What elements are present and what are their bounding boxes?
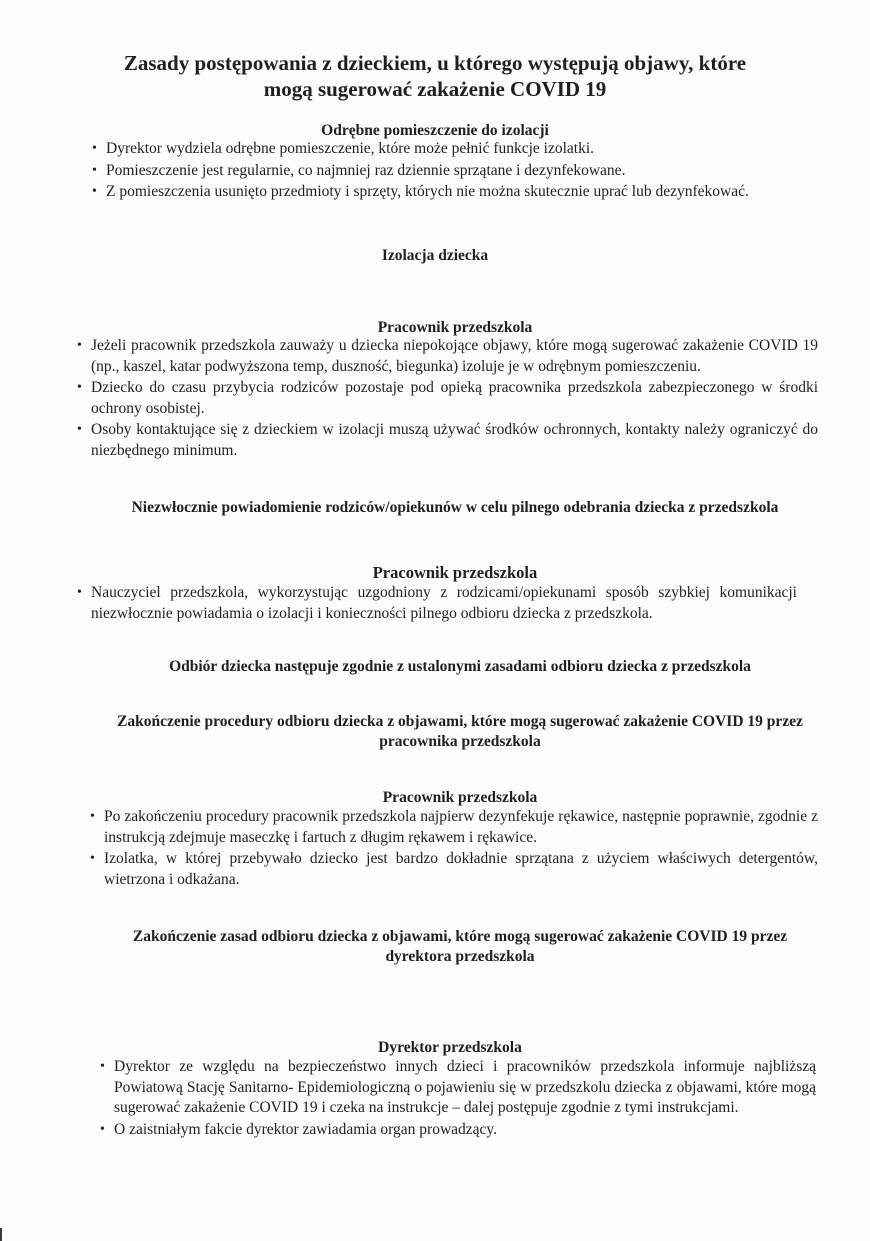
heading-director: Dyrektor przedszkola <box>378 1039 522 1056</box>
heading-staff-3: Pracownik przedszkola <box>382 789 538 806</box>
list-item: • Nauczyciel przedszkola, wykorzystując uzgodniony z rodzicami/opiekunami sposób szybkiej komunikacji niezwłocznie powiadamia o izolacji i konieczności pilnego odbioru dziecka z przedszkola. <box>77 584 797 622</box>
bullet-icon: • <box>90 851 95 866</box>
scan-edge-mark <box>0 1228 2 1241</box>
bullet-icon: • <box>77 338 82 353</box>
list-item: • Po zakończeniu procedury pracownik przedszkola najpierw dezynfekuje rękawice, następnie poprawnie, zgodnie z instrukcją zdejmuje maseczkę i fartuch z długim rękawem i rękawice. <box>90 808 818 846</box>
list-isolation-room <box>92 139 812 204</box>
bullet-icon: • <box>92 184 97 199</box>
document-title-line1: Zasady postępowania z dzieckiem, u którego występują objawy, które <box>123 51 747 75</box>
list-staff-3 <box>90 807 818 891</box>
list-item: • Dziecko do czasu przybycia rodziców pozostaje pod opieką pracownika przedszkola zabezpieczonego w środki ochrony osobistej. <box>77 379 818 417</box>
heading-pickup: Odbiór dziecka następuje zgodnie z ustalonymi zasadami odbioru dziecka z przedszkola <box>169 658 751 675</box>
document-title <box>60 50 810 102</box>
list-item: • O zaistniałym fakcie dyrektor zawiadamia organ prowadzący. <box>100 1120 816 1141</box>
heading-end-procedure-director <box>60 927 860 967</box>
document-title-line2: mogą sugerować zakażenie COVID 19 <box>263 77 607 101</box>
heading-end-procedure-staff-line1: Zakończenie procedury odbioru dziecka z objawami, które mogą sugerować zakażenie COVID 19 przez <box>117 713 803 730</box>
bullet-icon: • <box>77 422 82 437</box>
list-item: • Izolatka, w której przebywało dziecko jest bardzo dokładnie sprzątana z użyciem właściwych detergentów, wietrzona i odkażana. <box>90 850 818 888</box>
list-staff-1 <box>77 336 818 462</box>
list-item: • Z pomieszczenia usunięto przedmioty i sprzęty, których nie można skutecznie uprać lub dezynfekować. <box>92 182 812 203</box>
bullet-icon: • <box>77 585 82 600</box>
heading-end-procedure-staff <box>60 712 860 752</box>
heading-notify-parents: Niezwłocznie powiadomienie rodziców/opiekunów w celu pilnego odebrania dziecka z przedszkola <box>131 499 779 516</box>
heading-end-procedure-director-line1: Zakończenie zasad odbioru dziecka z objawami, które mogą sugerować zakażenie COVID 19 przez <box>132 928 788 945</box>
list-item: • Pomieszczenie jest regularnie, co najmniej raz dziennie sprzątane i dezynfekowane. <box>92 161 812 182</box>
list-item: • Dyrektor wydziela odrębne pomieszczenie, które może pełnić funkcje izolatki. <box>92 139 812 160</box>
list-item: • Jeżeli pracownik przedszkola zauważy u dziecka niepokojące objawy, które mogą sugerować zakażenie COVID 19 (np., kaszel, katar podwyższona temp, duszność, biegunka) izoluje je w odrębnym pomieszczeniu. <box>77 337 818 375</box>
bullet-icon: • <box>92 141 97 156</box>
heading-isolation-room: Odrębne pomieszczenie do izolacji <box>321 122 549 139</box>
bullet-icon: • <box>92 162 97 178</box>
list-item: • Dyrektor ze względu na bezpieczeństwo innych dzieci i pracowników przedszkola informuje najbliższą Powiatową Stację Sanitarno- Epidemiologiczną o pojawieniu się w przedszkolu dziecka z objawami, które mogą sugerować zakażenie COVID 19 i czeka na instrukcje – dalej postępuje zgodnie z tymi instrukcjami. <box>100 1058 816 1116</box>
list-director <box>100 1057 816 1141</box>
list-staff-2 <box>77 583 797 625</box>
heading-staff-2: Pracownik przedszkola <box>372 563 538 582</box>
bullet-icon: • <box>90 809 95 824</box>
heading-end-procedure-staff-line2: pracownika przedszkola <box>379 733 541 750</box>
list-item: • Osoby kontaktujące się z dzieckiem w izolacji muszą używać środków ochronnych, kontakty należy ograniczyć do niezbędnego minimum. <box>77 421 818 459</box>
bullet-icon: • <box>100 1121 105 1137</box>
bullet-icon: • <box>100 1059 105 1074</box>
heading-end-procedure-director-line2: dyrektora przedszkola <box>385 948 535 965</box>
heading-child-isolation: Izolacja dziecka <box>381 247 489 264</box>
bullet-icon: • <box>77 380 82 395</box>
heading-staff-1: Pracownik przedszkola <box>377 319 533 336</box>
